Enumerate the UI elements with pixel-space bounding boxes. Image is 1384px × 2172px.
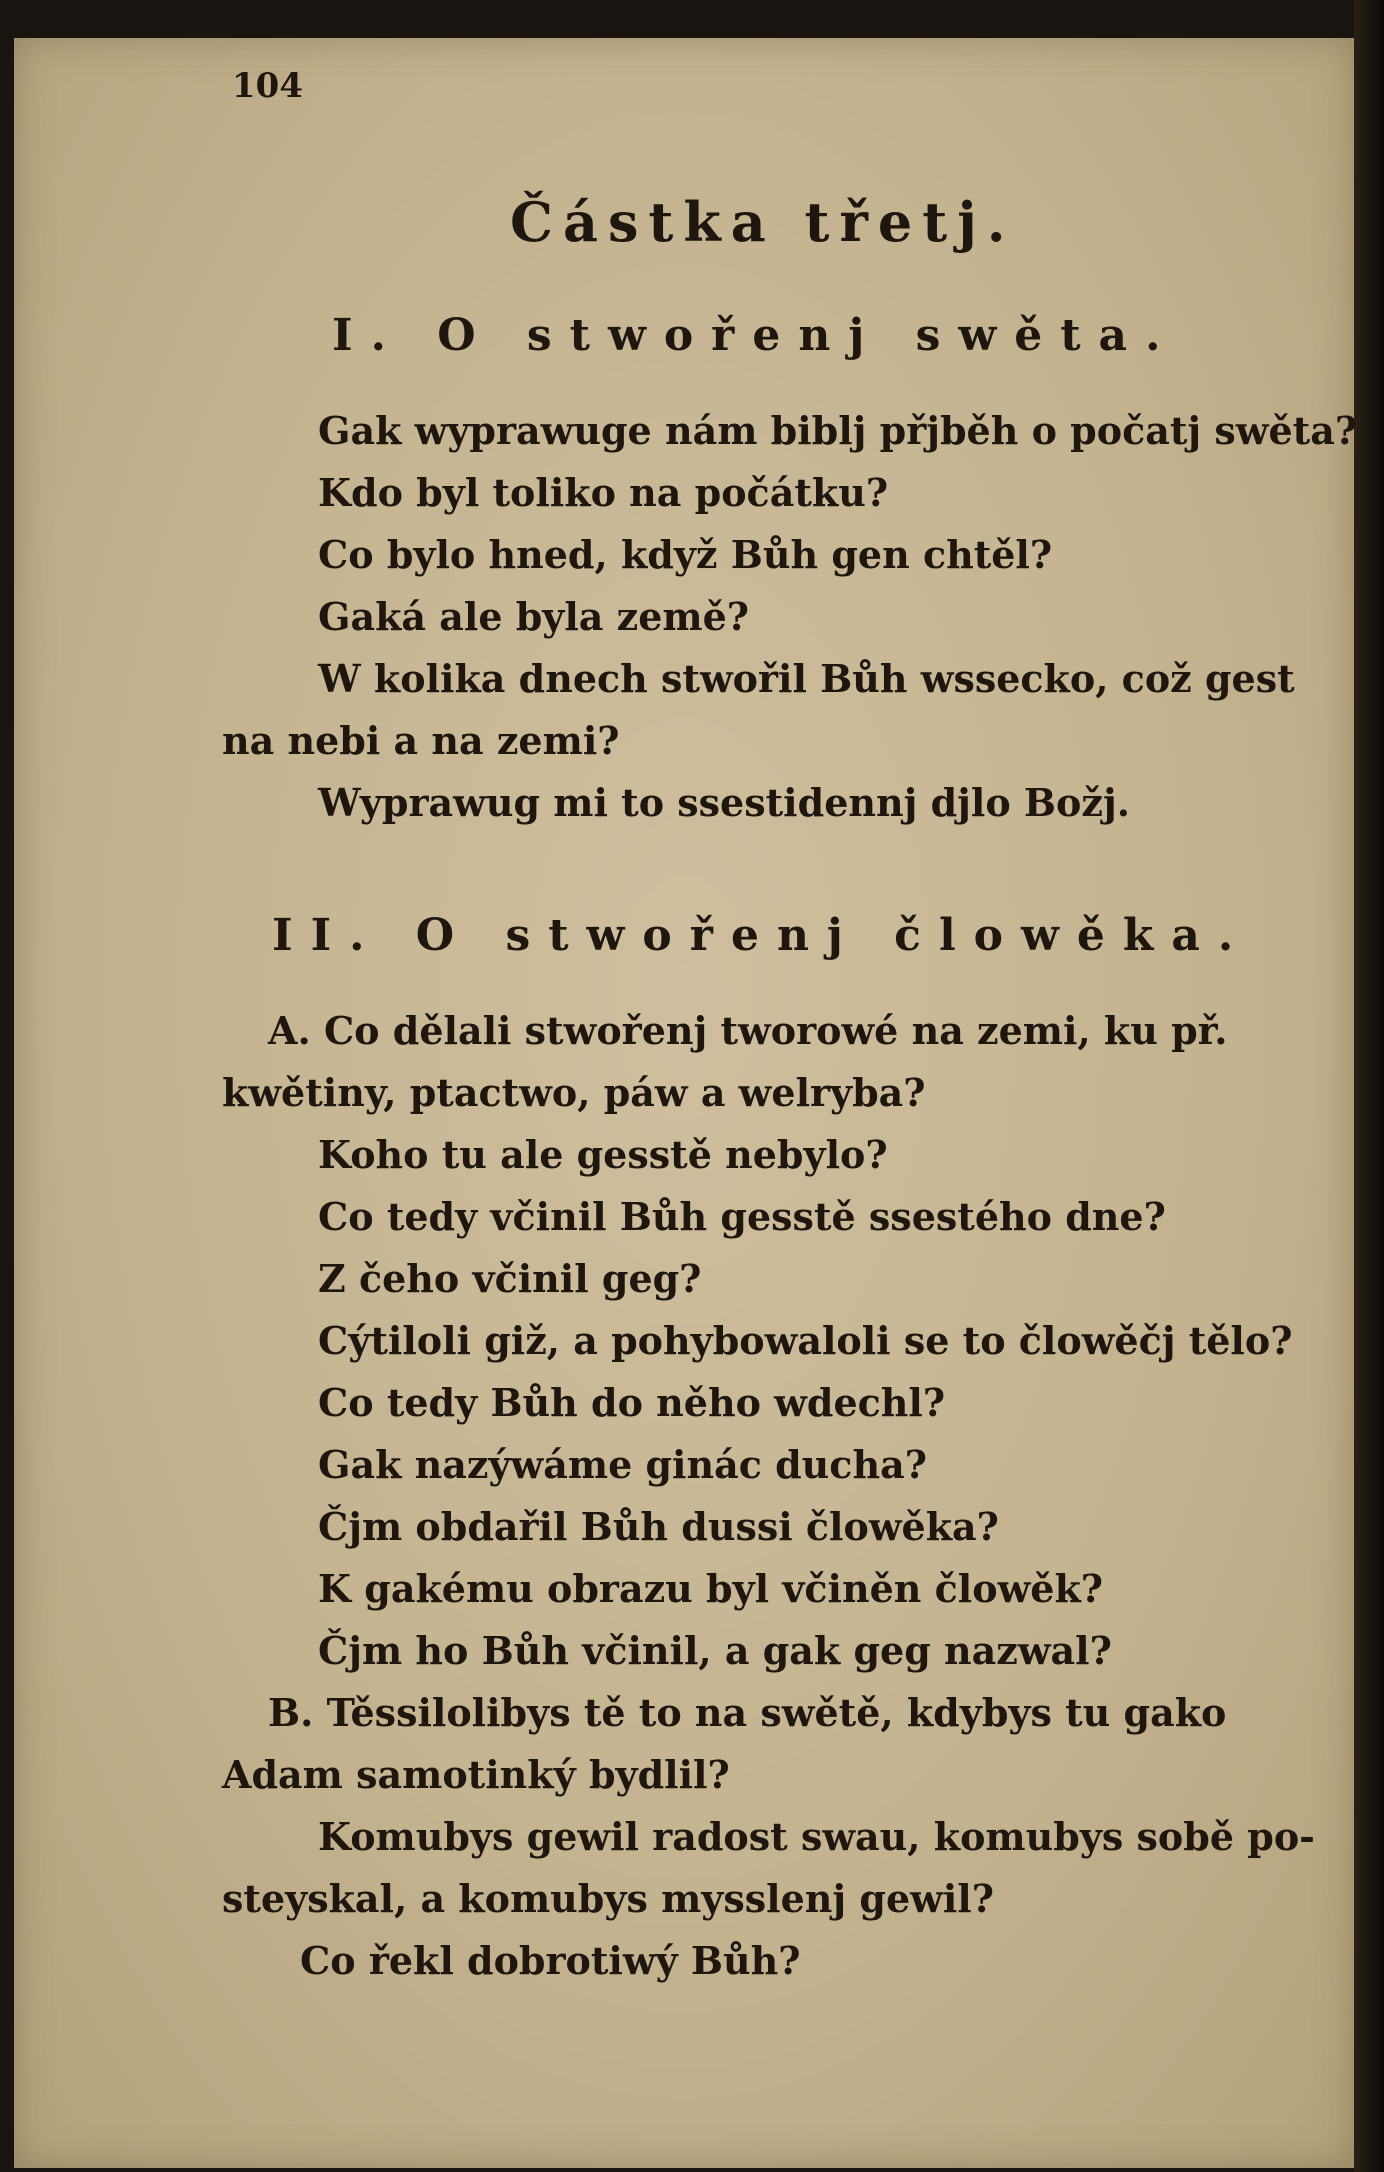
part-title: Částka třetj. — [510, 190, 1016, 254]
text-line: Gak wyprawuge nám biblj přjběh o počatj swěta? — [318, 408, 1358, 453]
text-line: Z čeho včinil geg? — [318, 1256, 702, 1301]
text-line: steyskal, a komubys mysslenj gewil? — [222, 1876, 994, 1921]
text-line: A. Co dělali stwořenj tworowé na zemi, ku př. — [268, 1008, 1228, 1053]
text-line: na nebi a na zemi? — [222, 718, 620, 763]
text-line: Komubys gewil radost swau, komubys sobě po- — [318, 1814, 1315, 1859]
text-line: Gak nazýwáme ginác ducha? — [318, 1442, 927, 1487]
book-gutter-edge — [1354, 0, 1384, 2172]
text-line: Adam samotinký bydlil? — [222, 1752, 730, 1797]
page-number: 104 — [232, 66, 303, 106]
section-heading-2: II. O stwořenj člowěka. — [272, 910, 1252, 961]
text-line: Wyprawug mi to ssestidennj djlo Božj. — [318, 780, 1130, 825]
text-line: Koho tu ale gesstě nebylo? — [318, 1132, 888, 1177]
text-line: Kdo byl toliko na počátku? — [318, 470, 889, 515]
text-line: Co tedy včinil Bůh gesstě ssestého dne? — [318, 1194, 1166, 1239]
text-line: K gakému obrazu byl včiněn člowěk? — [318, 1566, 1104, 1611]
text-line: B. Těssilolibys tě to na swětě, kdybys tu gako — [268, 1690, 1227, 1735]
text-line: Cýtiloli giž, a pohybowaloli se to člowěčj tělo? — [318, 1318, 1293, 1363]
text-line: Gaká ale byla země? — [318, 594, 750, 639]
text-line: Čjm obdařil Bůh dussi člowěka? — [318, 1504, 999, 1549]
text-line: W kolika dnech stwořil Bůh wssecko, což gest — [318, 656, 1295, 701]
text-line: Co tedy Bůh do něho wdechl? — [318, 1380, 946, 1425]
text-line: Čjm ho Bůh včinil, a gak geg nazwal? — [318, 1628, 1112, 1673]
section-heading-1: I. O stwořenj swěta. — [332, 310, 1179, 361]
text-line: Co řekl dobrotiwý Bůh? — [300, 1938, 801, 1983]
text-line: Co bylo hned, když Bůh gen chtěl? — [318, 532, 1053, 577]
text-line: kwětiny, ptactwo, páw a welryba? — [222, 1070, 926, 1115]
